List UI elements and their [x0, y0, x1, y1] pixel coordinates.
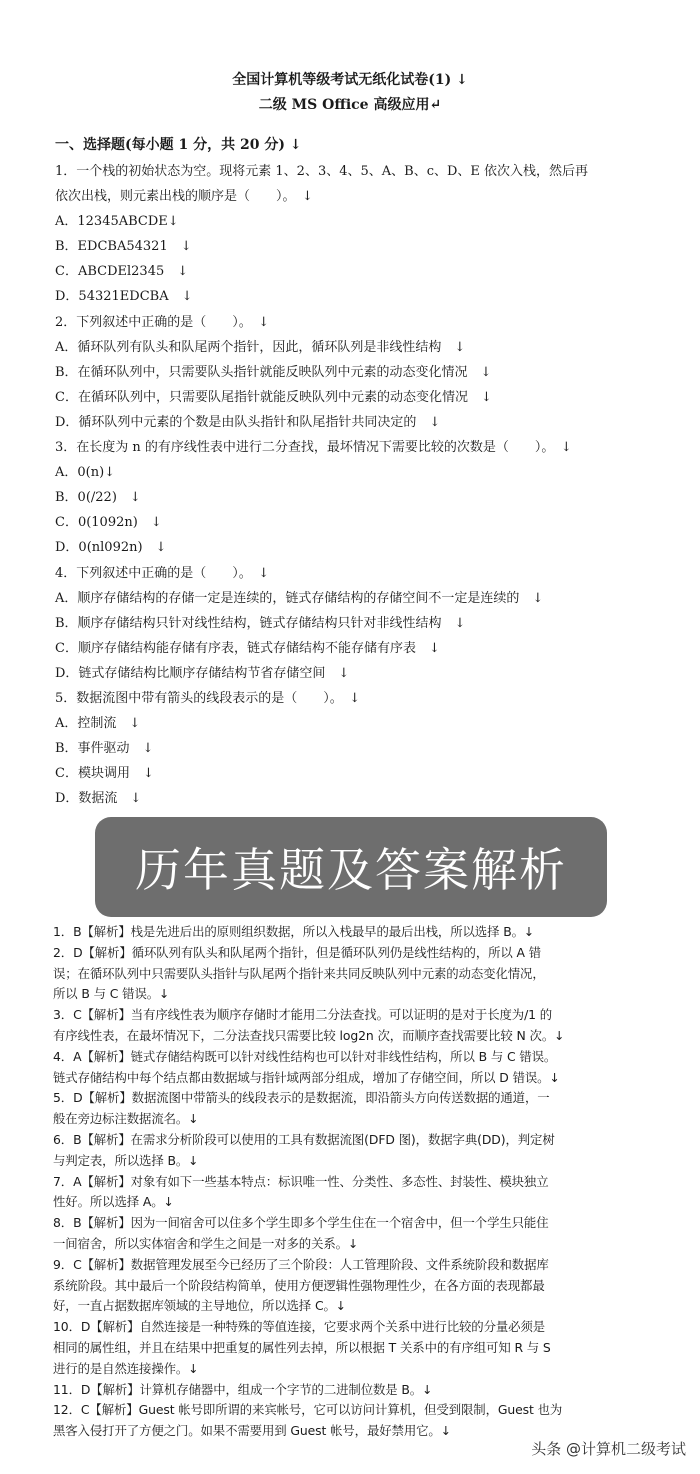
- answer-line: 5．D【解析】数据流图中带箭头的线段表示的是数据流，即沿箭头方向传送数据的通道，一: [53, 1090, 550, 1106]
- answer-line: 链式存储结构中每个结点都由数据域与指针域两部分组成，增加了存储空间，所以 D 错误。↓: [53, 1069, 560, 1085]
- question-line: B．顺序存储结构只针对线性结构，链式存储结构只针对非线性结构 ↓: [55, 615, 466, 631]
- question-line: 依次出栈，则元素出栈的顺序是（ ）。 ↓: [55, 189, 313, 205]
- question-line: 2．下列叙述中正确的是（ ）。 ↓: [55, 314, 270, 330]
- answer-line: 一间宿舍，所以实体宿舍和学生之间是一对多的关系。↓: [53, 1235, 359, 1251]
- question-line: B．0(/22) ↓: [55, 490, 141, 506]
- question-line: D．链式存储结构比顺序存储结构节省存储空间 ↓: [55, 665, 350, 681]
- answer-line: 8．B【解析】因为一间宿舍可以住多个学生即多个学生住在一个宿舍中，但一个学生只能住: [53, 1215, 549, 1231]
- document-title: 全国计算机等级考试无纸化试卷(1) ↓: [232, 72, 468, 88]
- answer-line: 系统阶段。其中最后一个阶段结构简单，使用方便逻辑性强物理性少，在各方面的表现都最: [53, 1277, 545, 1293]
- question-line: B．在循环队列中，只需要队头指针就能反映队列中元素的动态变化情况 ↓: [55, 364, 492, 380]
- answer-line: 2．D【解析】循环队列有队头和队尾两个指针，但是循环队列仍是线性结构的，所以 A 错: [53, 944, 542, 960]
- question-line: B．EDCBA54321 ↓: [55, 239, 192, 255]
- answer-line: 7．A【解析】对象有如下一些基本特点：标识唯一性、分类性、多态性、封装性、模块独立: [53, 1173, 549, 1189]
- document-subtitle: 二级 MS Office 高级应用↵: [258, 97, 442, 113]
- question-line: C．ABCDEl2345 ↓: [55, 264, 189, 280]
- answer-line: 12．C【解析】Guest 帐号即所谓的来宾帐号，它可以访问计算机，但受到限制，Guest 也为: [53, 1402, 563, 1418]
- answer-line: 6．B【解析】在需求分析阶段可以使用的工具有数据流图(DFD 图)，数据字典(DD)，判定树: [53, 1131, 555, 1147]
- answer-list: [53, 922, 613, 1442]
- answer-line: 9．C【解析】数据管理发展至今已经历了三个阶段：人工管理阶段、文件系统阶段和数据库: [53, 1256, 549, 1272]
- question-line: D．数据流 ↓: [55, 791, 142, 807]
- question-line: A．顺序存储结构的存储一定是连续的，链式存储结构的存储空间不一定是连续的 ↓: [55, 590, 544, 606]
- answer-line: 黑客入侵打开了方便之门。如果不需要用到 Guest 帐号，最好禁用它。↓: [53, 1423, 451, 1439]
- question-line: 4．下列叙述中正确的是（ ）。 ↓: [55, 565, 270, 581]
- answer-line: 好，一直占据数据库领域的主导地位，所以选择 C。↓: [53, 1298, 347, 1314]
- question-line: C．模块调用 ↓: [55, 766, 154, 782]
- question-line: C．顺序存储结构能存储有序表，链式存储结构不能存储有序表 ↓: [55, 640, 440, 656]
- question-line: 3．在长度为 n 的有序线性表中进行二分查找，最坏情况下需要比较的次数是（ ）。 ↓: [55, 440, 572, 456]
- answer-line: 进行的是自然连接操作。↓: [53, 1360, 199, 1376]
- question-line: 1．一个栈的初始状态为空。现将元素 1、2、3、4、5、A、B、c、D、E 依次入栈，然后再: [55, 164, 589, 179]
- banner-text: 历年真题及答案解析: [135, 843, 567, 897]
- question-line: B．事件驱动 ↓: [55, 741, 154, 757]
- answer-line: 般在旁边标注数据流名。↓: [53, 1111, 199, 1127]
- question-line: A．循环队列有队头和队尾两个指针，因此，循环队列是非线性结构 ↓: [55, 339, 466, 355]
- banner: [95, 817, 607, 917]
- question-line: C．0(1092n) ↓: [55, 515, 162, 531]
- question-line: D．循环队列中元素的个数是由队头指针和队尾指针共同决定的 ↓: [55, 414, 441, 430]
- answer-line: 所以 B 与 C 错误。↓: [53, 986, 170, 1002]
- answer-line: 4．A【解析】链式存储结构既可以针对线性结构也可以针对非线性结构，所以 B 与 C 错误。: [53, 1048, 557, 1064]
- answer-line: 11．D【解析】计算机存储器中，组成一个字节的二进制位数是 B。↓: [53, 1381, 433, 1397]
- question-line: D．0(nl092n) ↓: [55, 540, 167, 556]
- question-line: A．控制流 ↓: [55, 716, 141, 732]
- question-line: C．在循环队列中，只需要队尾指针就能反映队列中元素的动态变化情况 ↓: [55, 389, 492, 405]
- question-list: [55, 159, 630, 811]
- question-line: 5．数据流图中带有箭头的线段表示的是（ ）。 ↓: [55, 690, 361, 706]
- question-line: D．54321EDCBA ↓: [55, 289, 193, 305]
- answer-line: 与判定表，所以选择 B。↓: [53, 1152, 199, 1168]
- answer-line: 有序线性表，在最坏情况下，二分法查找只需要比较 log2n 次，而顺序查找需要比较 N 次。↓: [53, 1027, 565, 1043]
- answer-line: 3．C【解析】当有序线性表为顺序存储时才能用二分法查找。可以证明的是对于长度为/1 的: [53, 1007, 553, 1023]
- question-line: A．0(n)↓: [55, 465, 116, 481]
- answer-line: 10．D【解析】自然连接是一种特殊的等值连接，它要求两个关系中进行比较的分量必须是: [53, 1319, 546, 1335]
- answer-line: 相同的属性组，并且在结果中把重复的属性列去掉，所以根据 T 关系中的有序组可知 R 与 S: [53, 1339, 551, 1355]
- answer-line: 1．B【解析】栈是先进后出的原则组织数据，所以入栈最早的最后出栈，所以选择 B。↓: [53, 924, 535, 939]
- answer-line: 误；在循环队列中只需要队头指针与队尾两个指针来共同反映队列中元素的动态变化情况，: [53, 965, 545, 981]
- question-line: A．12345ABCDE↓: [55, 214, 179, 230]
- watermark: 头条 @计算机二级考试: [531, 1440, 686, 1458]
- answer-line: 性好。所以选择 A。↓: [53, 1194, 174, 1210]
- section-heading: 一、选择题(每小题 1 分，共 20 分) ↓: [55, 137, 302, 153]
